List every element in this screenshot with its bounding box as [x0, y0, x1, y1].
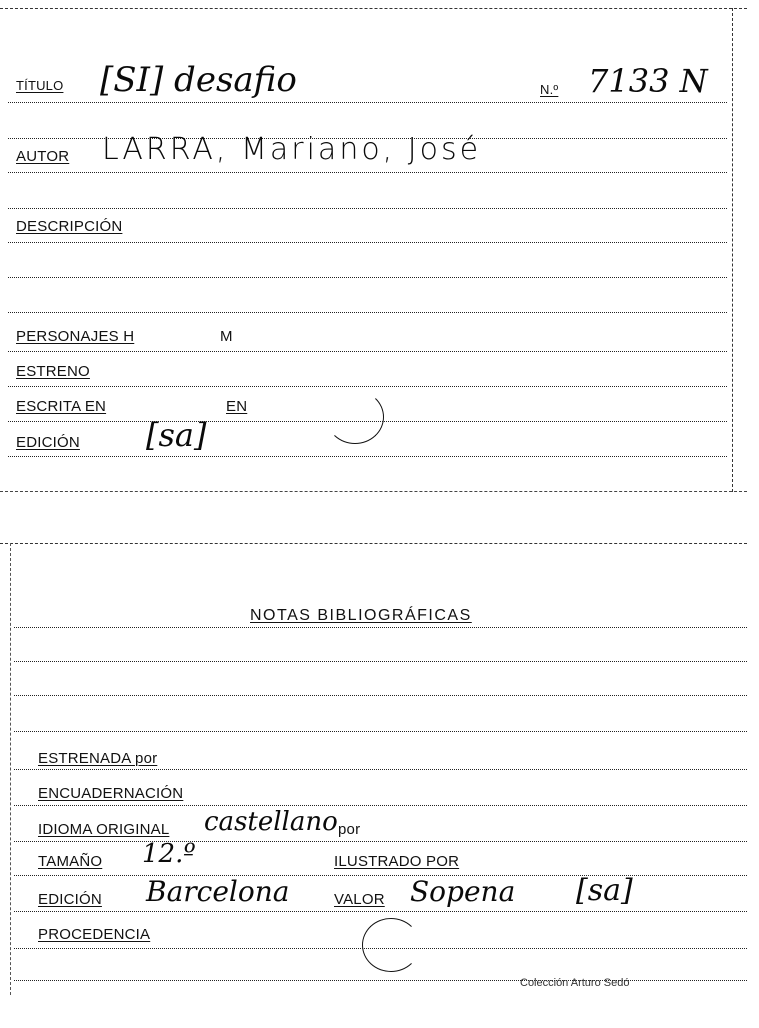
- rule: [14, 695, 747, 696]
- encuadernacion-label: ENCUADERNACIÓN: [38, 785, 184, 802]
- autor-label: AUTOR: [16, 148, 70, 165]
- escrita-en-label: EN: [226, 398, 248, 415]
- idioma-por-label: por: [338, 821, 361, 838]
- notas-heading: NOTAS BIBLIOGRÁFICAS: [250, 607, 472, 624]
- rule: [14, 661, 747, 662]
- card-edge-bottom: [0, 491, 747, 492]
- card-edge-top: [0, 8, 747, 9]
- rule: [14, 731, 747, 732]
- rule: [14, 841, 747, 842]
- rule: [8, 456, 727, 457]
- rule: [14, 948, 747, 949]
- catalog-card-front: [0, 8, 747, 492]
- personajes-m-label: M: [220, 328, 233, 345]
- valor-extra: [sa]: [576, 873, 633, 908]
- descripcion-label: DESCRIPCIÓN: [16, 218, 123, 235]
- idioma-value: castellano: [204, 807, 338, 837]
- rule: [8, 312, 727, 313]
- rule: [8, 208, 727, 209]
- rule: [8, 102, 727, 103]
- rule: [8, 351, 727, 352]
- stamp-circle: [362, 918, 420, 972]
- card-edge-left: [10, 543, 11, 995]
- edicion-back-label: EDICIÓN: [38, 891, 102, 908]
- rule: [8, 386, 727, 387]
- collection-credit: Colección Arturo Sedó: [520, 977, 630, 989]
- rule: [14, 769, 747, 770]
- rule: [8, 242, 727, 243]
- catalog-card-back: [0, 543, 747, 995]
- escrita-label: ESCRITA EN: [16, 398, 107, 415]
- rule: [14, 805, 747, 806]
- personajes-label: PERSONAJES H: [16, 328, 135, 345]
- card-edge-top: [0, 543, 747, 544]
- rule: [8, 277, 727, 278]
- edicion-back-value: Barcelona: [146, 875, 290, 908]
- stamp-circle: [326, 390, 384, 444]
- valor-label: VALOR: [334, 891, 385, 908]
- tamano-value: 12.º: [142, 839, 196, 869]
- card-edge-right: [732, 8, 733, 492]
- rule: [8, 172, 727, 173]
- ilustrado-label: ILUSTRADO POR: [334, 853, 460, 870]
- rule: [14, 911, 747, 912]
- estreno-label: ESTRENO: [16, 363, 90, 380]
- edicion-label: EDICIÓN: [16, 434, 80, 451]
- rule: [14, 627, 747, 628]
- valor-value: Sopena: [410, 875, 516, 908]
- rule: [14, 980, 747, 981]
- idioma-label: IDIOMA ORIGINAL: [38, 821, 170, 838]
- numero-value: 7133 N: [588, 62, 708, 100]
- estrenada-label: ESTRENADA por: [38, 750, 158, 767]
- titulo-value: [SI] desafio: [100, 60, 297, 100]
- tamano-label: TAMAÑO: [38, 853, 103, 870]
- procedencia-label: PROCEDENCIA: [38, 926, 151, 943]
- autor-value: LARRA, Mariano, José: [102, 132, 482, 167]
- rule: [14, 875, 747, 876]
- titulo-label: TÍTULO: [16, 78, 64, 93]
- numero-label: N.º: [540, 82, 559, 97]
- edicion-value: [sa]: [146, 416, 207, 454]
